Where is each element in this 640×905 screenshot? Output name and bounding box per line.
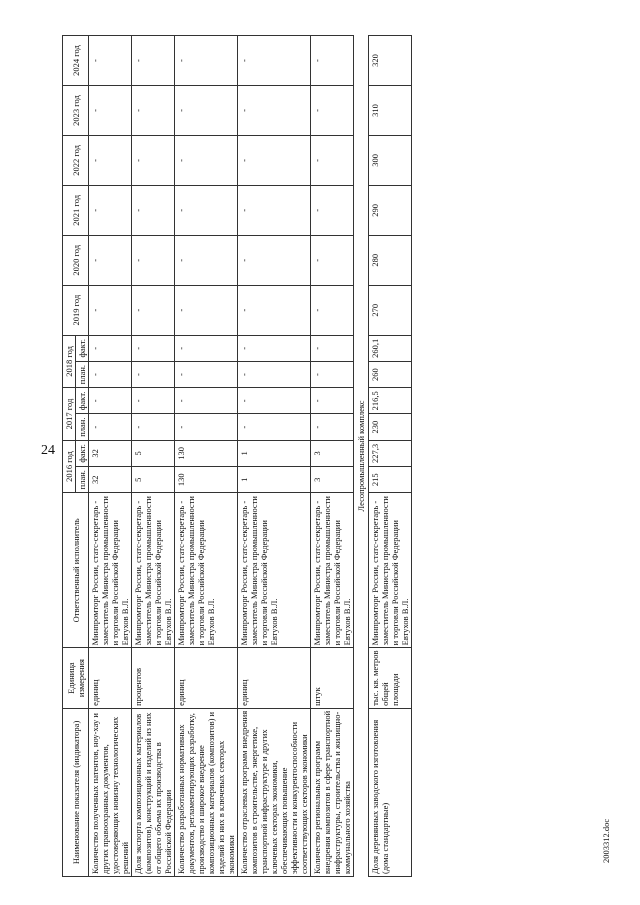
indicators-table [62,35,412,877]
section-row [354,36,369,877]
plan-2016: план. [76,467,89,493]
cell: 230 [369,414,412,440]
row-resp: Минпромторг России, статс-секретарь - заместитель Министра промышленности и торговли Российской Федерации Евтухов В.Л. [132,493,175,648]
section-title: Лесопромышленный комплекс [354,36,369,877]
cell: - [238,285,311,335]
cell: - [132,414,175,440]
cell: - [89,86,132,136]
cell: - [175,285,238,335]
row-resp: Минпромторг России, статс-секретарь - заместитель Министра промышленности и торговли Российской Федерации Евтухов В.Л. [238,493,311,648]
cell: 3 [311,467,354,493]
row-unit: процентов [132,648,175,708]
cell: 310 [369,86,412,136]
rotated-page [62,35,613,877]
cell: - [175,361,238,387]
cell: - [311,185,354,235]
cell: - [132,86,175,136]
page-number: 24 [41,443,55,458]
row-name: Количество полученных патентов, ноу-хау и других правоохранных документов, удостоверяющих новизну технологических решений [89,708,132,876]
cell: - [311,36,354,86]
row-resp: Минпромторг России, статс-секретарь - заместитель Министра промышленности и торговли Российской Федерации Евтухов В.Л. [89,493,132,648]
row-name: Количество региональных программ внедрения композитов в сфере транспортной инфраструктуры, строительства и жилищно-коммунального хозяйства [311,708,354,876]
col-2020-header: 2020 год [63,235,89,285]
row-resp: Минпромторг России, статс-секретарь - заместитель Министра промышленности и торговли Российской Федерации Евтухов В.Л. [369,493,412,648]
cell: - [132,36,175,86]
row-unit: единиц [238,648,311,708]
cell: - [175,36,238,86]
row-name: Количество отраслевых программ внедрения композитов в строительстве, энергетике, транспортной инфраструктуре и других ключевых секторах экономики, обеспечивающих повышение эффективности и конкурентоспособности соответствующих секторов экономики [238,708,311,876]
col-resp-header: Ответственный исполнитель [63,493,89,648]
cell: 320 [369,36,412,86]
cell: - [311,86,354,136]
cell: 270 [369,285,412,335]
row-resp: Минпромторг России, статс-секретарь - заместитель Министра промышленности и торговли Российской Федерации Евтухов В.Л. [175,493,238,648]
header-row [63,36,76,877]
cell: - [175,414,238,440]
cell: - [89,414,132,440]
plan-2017: план. [76,414,89,440]
cell: - [132,388,175,414]
cell: - [89,335,132,361]
cell: - [89,388,132,414]
col-unit-header: Единица измерения [63,648,89,708]
row-name: Количество разработанных нормативных документов, регламентирующих разработку, производство и широкое внедрение композиционных материалов (композитов) и изделий из них в ключевых секторах экономики [175,708,238,876]
cell: - [132,235,175,285]
cell: - [175,135,238,185]
col-2016-header: 2016 год [63,440,76,493]
fact-2016: факт. [76,440,89,466]
cell: 216,5 [369,388,412,414]
row-resp: Минпромторг России, статс-секретарь - заместитель Министра промышленности и торговли Российской Федерации Евтухов В.Л. [311,493,354,648]
cell: - [238,185,311,235]
cell: 280 [369,235,412,285]
fact-2018: факт. [76,335,89,361]
cell: - [238,361,311,387]
col-2018-header: 2018 год [63,335,76,388]
table-row [89,36,132,877]
cell: - [89,235,132,285]
footer-text: 2003312.doc [601,818,611,863]
cell: 290 [369,185,412,235]
cell: - [311,235,354,285]
cell: - [238,135,311,185]
cell: - [132,285,175,335]
cell: 5 [132,467,175,493]
cell: 1 [238,467,311,493]
cell: - [175,335,238,361]
cell: - [175,86,238,136]
cell: 5 [132,440,175,466]
col-2021-header: 2021 год [63,185,89,235]
table-row [369,36,412,877]
cell: - [238,235,311,285]
cell: - [175,185,238,235]
cell: - [89,361,132,387]
cell: - [89,36,132,86]
cell: - [238,335,311,361]
cell: 1 [238,440,311,466]
cell: 32 [89,467,132,493]
cell: 260 [369,361,412,387]
cell: - [132,135,175,185]
fact-2017: факт. [76,388,89,414]
table-row [238,36,311,877]
plan-2018: план. [76,361,89,387]
row-name: Доля деревянных заводского изготовления (дома стандартные) [369,708,412,876]
cell: - [311,388,354,414]
cell: 130 [175,467,238,493]
cell: 260,1 [369,335,412,361]
cell: - [89,185,132,235]
col-2023-header: 2023 год [63,86,89,136]
cell: - [311,335,354,361]
cell: - [89,135,132,185]
cell: 3 [311,440,354,466]
cell: 32 [89,440,132,466]
col-2019-header: 2019 год [63,285,89,335]
cell: - [132,185,175,235]
row-unit: единиц [175,648,238,708]
row-name: Доля экспорта композиционных материалов (композитов), конструкций и изделий из них от общего объема их производства в Российской Федерации [132,708,175,876]
cell: - [238,86,311,136]
cell: 130 [175,440,238,466]
table-row [175,36,238,877]
row-unit: тыс. кв. метров общей площади [369,648,412,708]
cell: 215 [369,467,412,493]
col-2024-header: 2024 год [63,36,89,86]
cell: - [238,388,311,414]
cell: - [175,388,238,414]
cell: - [311,414,354,440]
cell: - [132,361,175,387]
col-2017-header: 2017 год [63,388,76,441]
col-2022-header: 2022 год [63,135,89,185]
row-unit: единиц [89,648,132,708]
cell: - [311,135,354,185]
cell: - [89,285,132,335]
cell: - [132,335,175,361]
col-name-header: Наименование показателя (индикатора) [63,708,89,876]
table-row [132,36,175,877]
cell: - [238,36,311,86]
row-unit: штук [311,648,354,708]
cell: 300 [369,135,412,185]
cell: - [238,414,311,440]
cell: 227,3 [369,440,412,466]
table-row [311,36,354,877]
cell: - [311,361,354,387]
cell: - [175,235,238,285]
cell: - [311,285,354,335]
